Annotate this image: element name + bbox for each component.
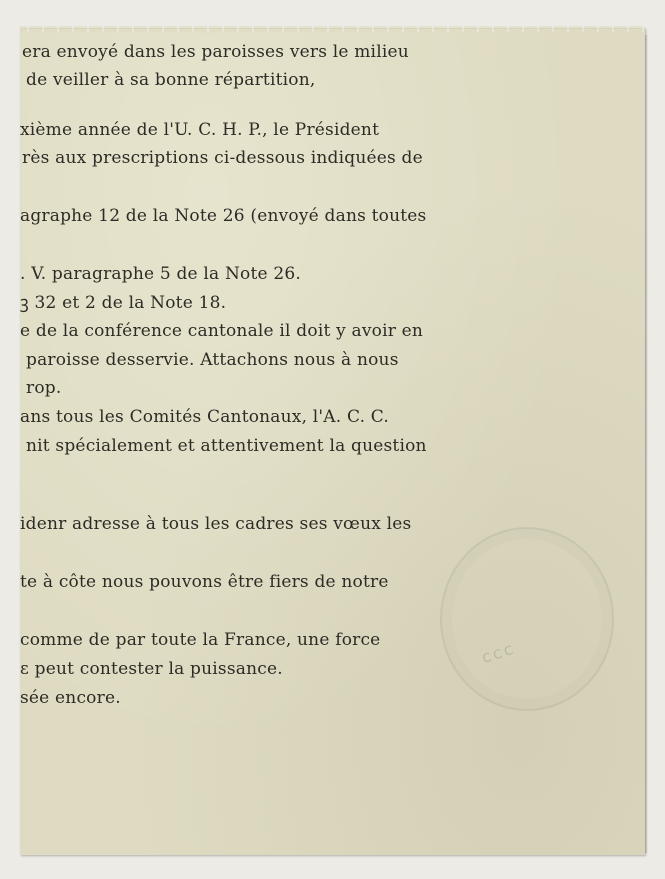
document-page xyxy=(20,28,645,855)
text-line: ɛ peut contester la puissance. xyxy=(20,659,283,679)
text-line: xième année de l'U. C. H. P., le Président xyxy=(20,120,380,140)
text-line: te à côte nous pouvons être fiers de notre xyxy=(20,572,389,592)
text-line: nit spécialement et attentivement la question xyxy=(26,436,427,456)
faded-stamp xyxy=(440,527,614,711)
text-line: sée encore. xyxy=(20,688,121,708)
torn-edge xyxy=(20,26,645,32)
text-line: rès aux prescriptions ci-dessous indiquées de xyxy=(22,148,423,168)
text-line: agraphe 12 de la Note 26 (envoyé dans toutes xyxy=(20,206,427,226)
text-line: paroisse desservie. Attachons nous à nous xyxy=(26,350,399,370)
text-line: e de la conférence cantonale il doit y avoir en xyxy=(20,321,424,341)
text-line: comme de par toute la France, une force xyxy=(20,630,381,650)
stamp-text: CCC xyxy=(480,642,518,666)
page-edge-shadow xyxy=(645,35,648,853)
text-line: de veiller à sa bonne répartition, xyxy=(26,70,316,90)
text-line: ans tous les Comités Cantonaux, l'A. C. C. xyxy=(20,407,389,427)
text-line: rop. xyxy=(26,378,62,398)
text-line: . V. paragraphe 5 de la Note 26. xyxy=(20,264,302,284)
text-line: ꝫ 32 et 2 de la Note 18. xyxy=(20,293,227,313)
text-line: era envoyé dans les paroisses vers le milieu xyxy=(22,42,409,62)
text-line: idenr adresse à tous les cadres ses vœux les xyxy=(20,514,412,534)
